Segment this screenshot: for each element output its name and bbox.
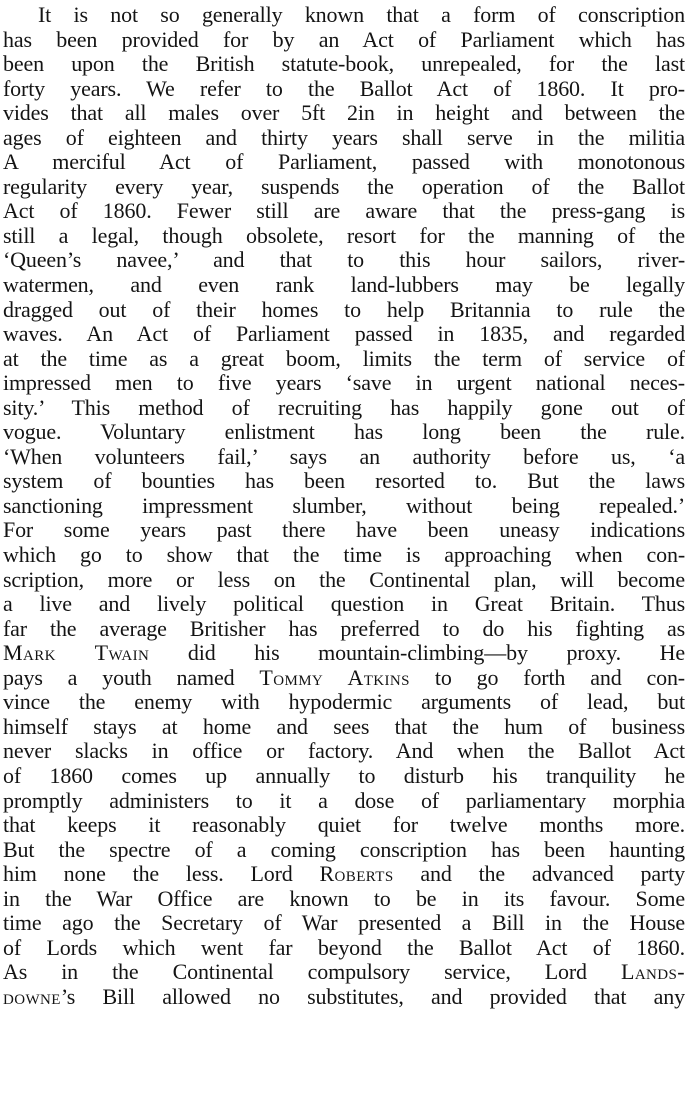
text-line: For some years past there have been uneasy indications — [3, 518, 685, 543]
text-line: been upon the British statute-book, unrepealed, for the last — [3, 52, 685, 77]
text-line: forty years. We refer to the Ballot Act of 1860. It pro- — [3, 76, 685, 101]
text-line: never slacks in office or factory. And when the Ballot Act — [3, 739, 685, 764]
text-line: far the average Britisher has preferred to do his fighting as — [3, 616, 685, 641]
text-fragment: to go forth and con- — [409, 665, 685, 690]
text-line: a live and lively political question in Great Britain. Thus — [3, 592, 685, 617]
text-line: It is not so generally known that a form of conscription — [38, 3, 685, 27]
text-line: impressed men to five years ‘save in urgent national neces- — [3, 371, 685, 396]
text-line: sity.’ This method of recruiting has happily gone out of — [3, 395, 685, 420]
text-line-landsdowne — [3, 960, 685, 985]
text-fragment: ’s Bill allowed no substitutes, and provided that any — [60, 984, 685, 1009]
text-line: at the time as a great boom, limits the term of service of — [3, 346, 685, 371]
text-line: regularity every year, suspends the operation of the Ballot — [3, 174, 685, 199]
text-line: that keeps it reasonably quiet for twelve months more. — [3, 813, 685, 838]
name-landsdowne-part1: Lands- — [620, 960, 685, 985]
text-line-roberts — [3, 862, 685, 887]
text-line: has been provided for by an Act of Parliament which has — [3, 27, 685, 52]
text-line: which go to show that the time is approaching when con- — [3, 543, 685, 568]
text-line: scription, more or less on the Continental plan, will become — [3, 567, 685, 592]
name-mark-twain: Mark Twain — [3, 641, 150, 666]
text-fragment: pays a youth named — [3, 665, 260, 690]
text-fragment: As in the Continental compulsory service, Lord — [3, 960, 621, 985]
text-line: ‘Queen’s navee,’ and that to this hour sailors, river- — [3, 248, 685, 273]
text-line: vogue. Voluntary enlistment has long been the rule. — [3, 420, 685, 445]
text-line: ‘When volunteers fail,’ says an authority before us, ‘a — [3, 444, 685, 469]
text-line: watermen, and even rank land-lubbers may be legally — [3, 273, 685, 298]
text-line: promptly administers to it a dose of parliamentary morphia — [3, 788, 685, 813]
text-line: in the War Office are known to be in its favour. Some — [3, 886, 685, 911]
text-line-twain — [3, 641, 685, 666]
text-line: But the spectre of a coming conscription has been haunting — [3, 837, 685, 862]
text-line: waves. An Act of Parliament passed in 1835, and regarded — [3, 322, 685, 347]
text-fragment: and the advanced party — [393, 862, 685, 887]
text-line: system of bounties has been resorted to. But the laws — [3, 469, 685, 494]
name-roberts: Roberts — [319, 862, 394, 887]
text-line: of 1860 comes up annually to disturb his tranquility he — [3, 763, 685, 788]
text-line: himself stays at home and sees that the hum of business — [3, 714, 685, 739]
text-line: sanctioning impressment slumber, without being repealed.’ — [3, 493, 685, 518]
text-fragment: him none the less. Lord — [3, 862, 320, 887]
text-line: still a legal, though obsolete, resort for the manning of the — [3, 223, 685, 248]
text-line: of Lords which went far beyond the Ballot Act of 1860. — [3, 935, 685, 960]
text-fragment: did his mountain-climbing—by proxy. He — [149, 641, 685, 666]
text-line: dragged out of their homes to help Britannia to rule the — [3, 297, 685, 322]
text-line: Act of 1860. Fewer still are aware that the press-gang is — [3, 199, 685, 224]
text-line: vides that all males over 5ft 2in in height and between the — [3, 101, 685, 126]
text-line-downe — [3, 985, 685, 1010]
name-landsdowne-part2: downe — [3, 984, 61, 1009]
text-line-atkins — [3, 666, 685, 691]
text-line: vince the enemy with hypodermic arguments of lead, but — [3, 690, 685, 715]
text-line: ages of eighteen and thirty years shall serve in the militia — [3, 125, 685, 150]
text-line: A merciful Act of Parliament, passed with monotonous — [3, 150, 685, 175]
text-line: time ago the Secretary of War presented a Bill in the House — [3, 911, 685, 936]
name-tommy-atkins: Tommy Atkins — [259, 665, 410, 690]
